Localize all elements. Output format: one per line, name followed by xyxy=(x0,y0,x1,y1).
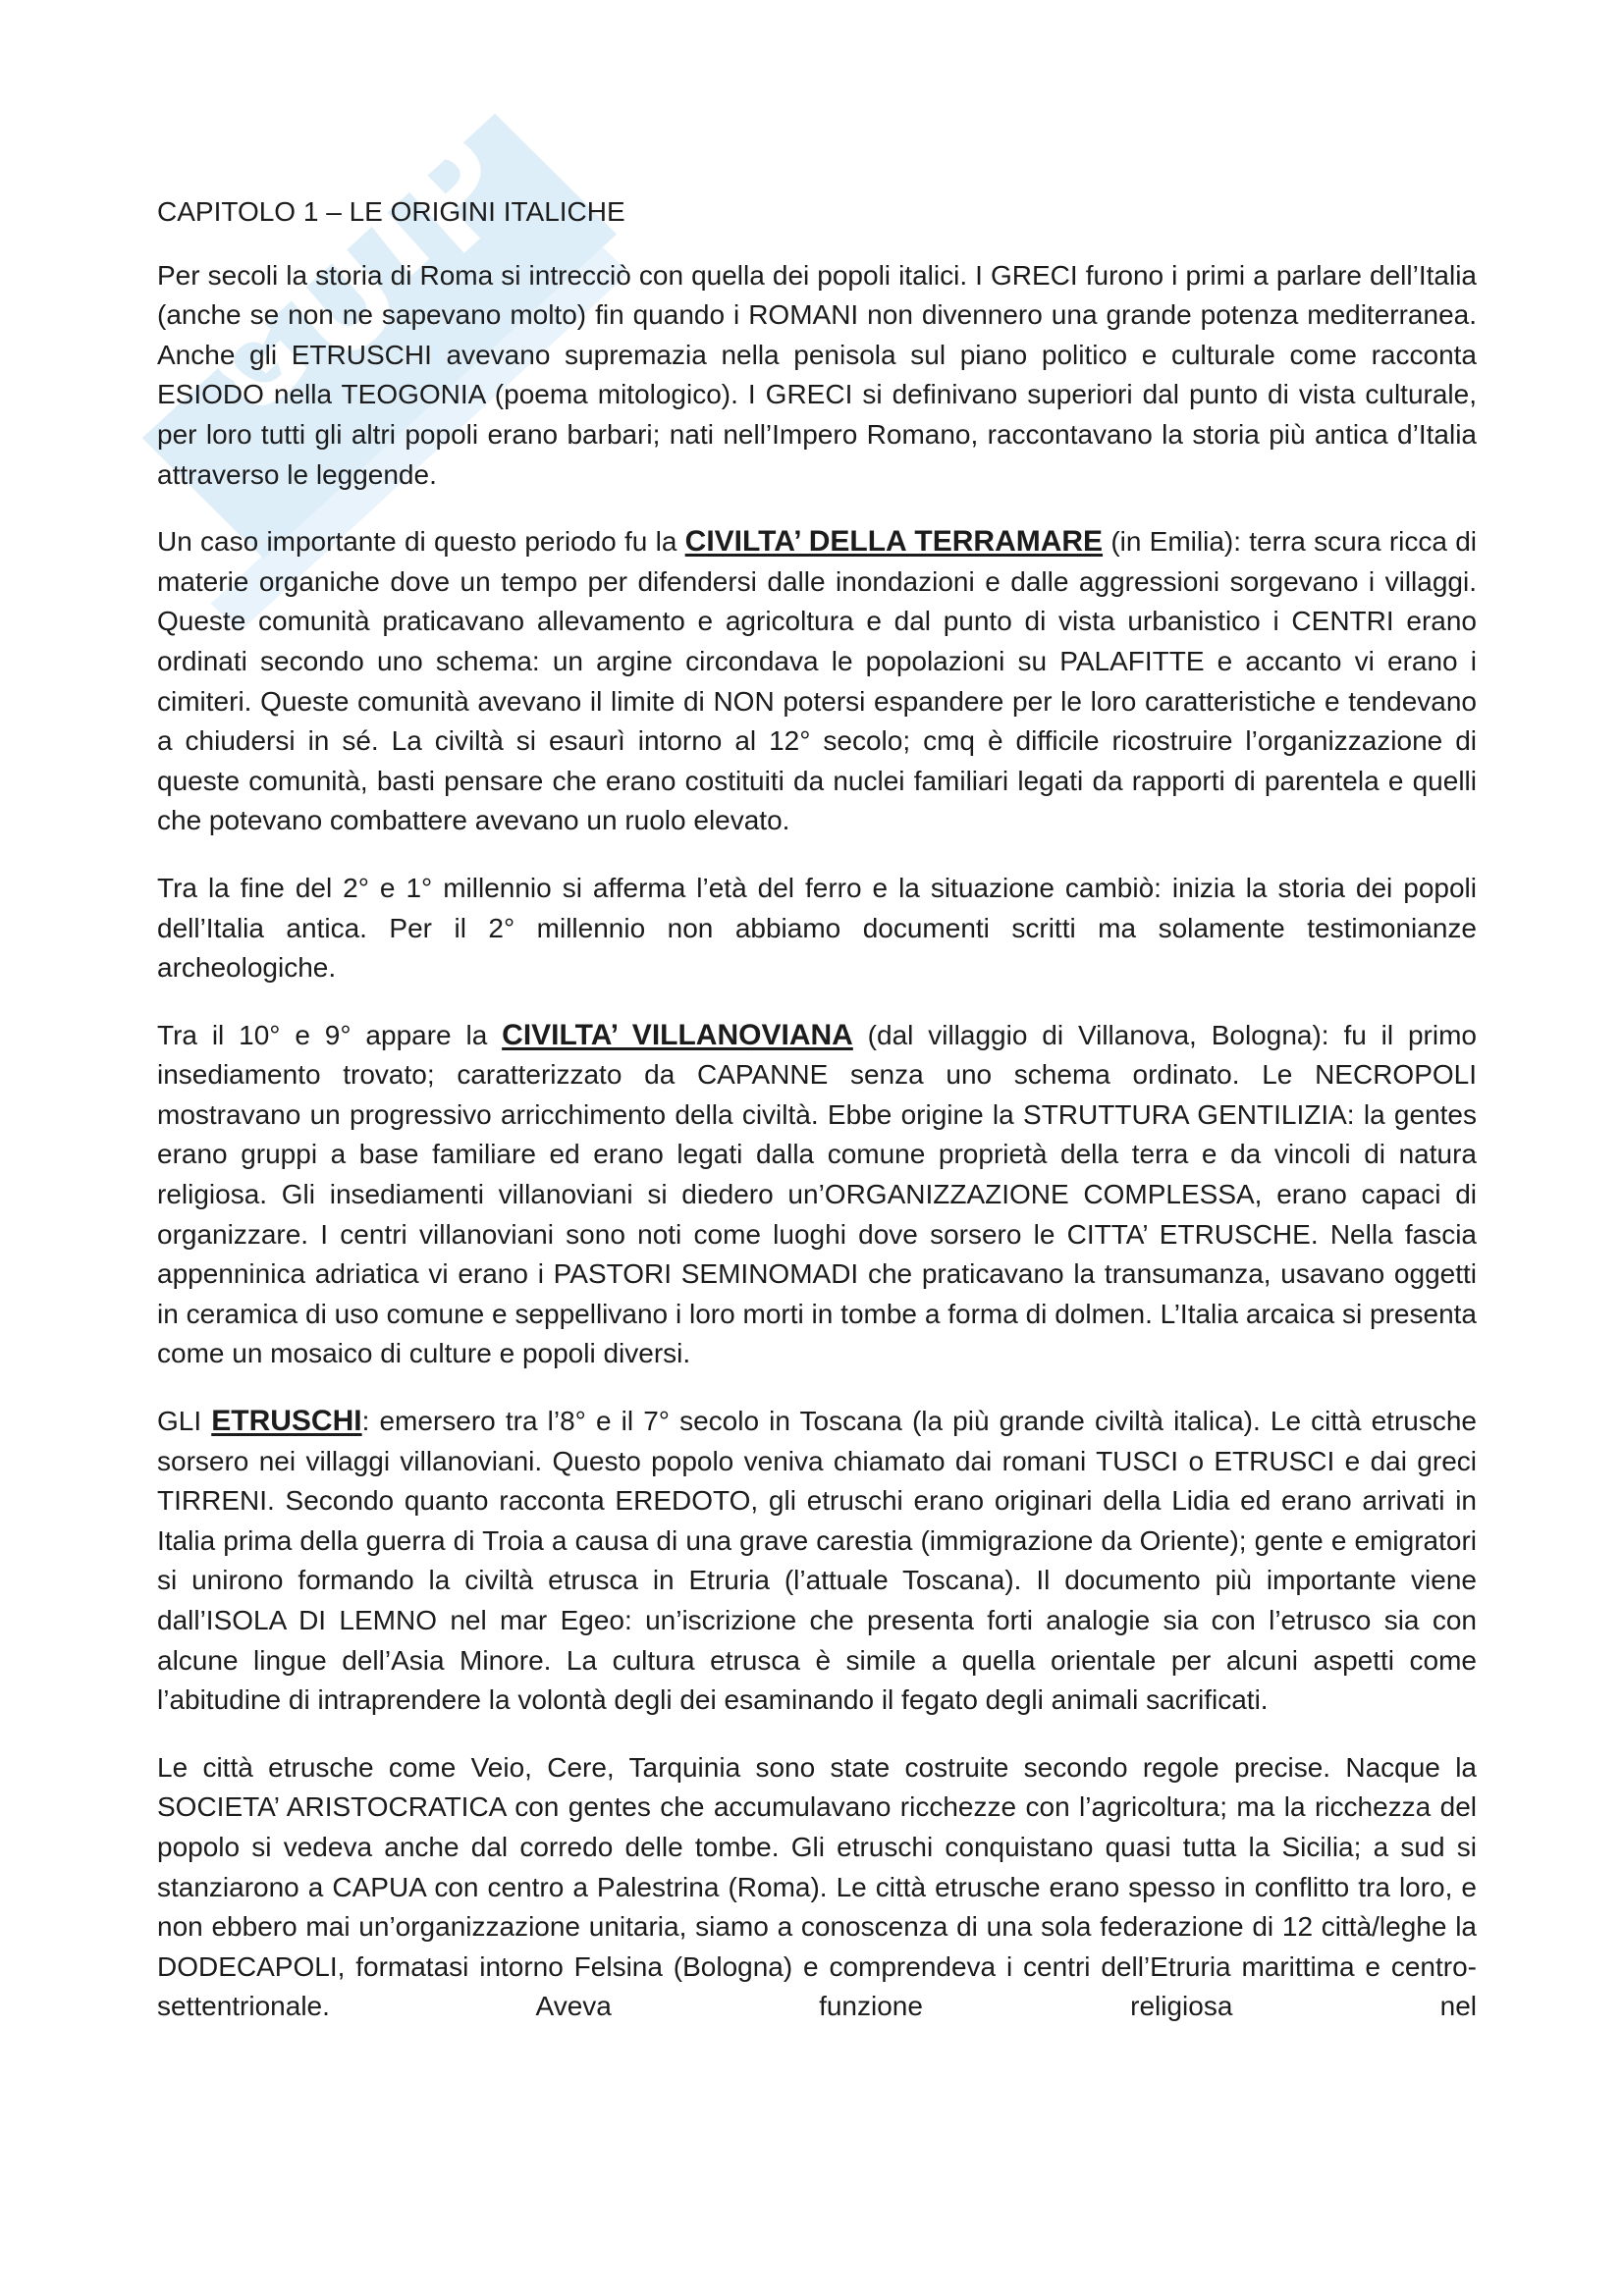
paragraph-villanoviana xyxy=(157,1016,1477,1374)
heading-terramare: CIVILTA’ DELLA TERRAMARE xyxy=(684,525,1104,559)
paragraph-1: Per secoli la storia di Roma si intrecciò con quella dei popoli italici. I GRECI furono i primi a parlare dell’Italia (anche se non ne sapevano molto) fin quando i ROMANI non divennero una grande potenza mediterranea. Anche gli ETRUSCHI avevano supremazia nella penisola sul piano politico e culturale come racconta ESIODO nella TEOGONIA (poema mitologico). I GRECI si definivano superiori dal punto di vista culturale, per loro tutti gli altri popoli erano barbari; nati nell’Impero Romano, raccontavano la storia più antica d’Italia attraverso le leggende. xyxy=(157,259,1477,490)
paragraph-terramare-text: (in Emilia): terra scura ricca di materie organiche dove un tempo per difendersi dalle inondazioni e dalle aggressioni sorgevano i villaggi. Queste comunità praticavano allevamento e agricoltura e dal punto di vista urbanistico i CENTRI erano ordinati secondo uno schema: un argine circondava le popolazioni su PALAFITTE e accanto vi erano i cimiteri. Queste comunità avevano il limite di NON potersi espandere per le loro caratteristiche e tendevano a chiudersi in sé. La civiltà si esaurì intorno al 12° secolo; cmq è difficile ricostruire l’organizzazione di queste comunità, basti pensare che erano costituiti da nuclei familiari legati da rapporti di parentela e quelli che potevano combattere avevano un ruolo elevato. xyxy=(157,526,1477,836)
chapter-title: CAPITOLO 1 – LE ORIGINI ITALICHE xyxy=(157,196,625,227)
paragraph-etruschi xyxy=(157,1402,1477,1721)
paragraph-etruschi-text: : emersero tra l’8° e il 7° secolo in Toscana (la più grande civiltà italica). Le città etrusche sorsero nei villaggi villanoviani. Questo popolo veniva chiamato dai romani TUSCI o ETRUSCI e dai greci TIRRENI. Secondo quanto racconta EREDOTO, gli etruschi erano originari della Lidia ed erano arrivati in Italia prima della guerra di Troia a causa di una grave carestia (immigrazione da Oriente); gente e emigratori si unirono formando la civiltà etrusca in Etruria (l’attuale Toscana). Il documento più importante viene dall’ISOLA DI LEMNO nel mar Egeo: un’iscrizione che presenta forti analogie sia con l’etrusco sia con alcune lingue dell’Asia Minore. La cultura etrusca è simile a quella orientale per alcuni aspetti come l’abitudine di intraprendere la volontà degli dei esaminando il fegato degli animali sacrificati. xyxy=(157,1406,1477,1716)
paragraph-terramare xyxy=(157,522,1477,841)
paragraph-terramare-intro: Un caso importante di questo periodo fu la xyxy=(157,526,685,558)
paragraph-eta-del-ferro: Tra la fine del 2° e 1° millennio si afferma l’età del ferro e la situazione cambiò: inizia la storia dei popoli dell’Italia antica. Per il 2° millennio non abbiamo documenti scritti ma solamente testimonianze archeologiche. xyxy=(157,872,1477,984)
heading-villanoviana: CIVILTA’ VILLANOVIANA xyxy=(502,1018,853,1051)
heading-etruschi: ETRUSCHI xyxy=(211,1405,362,1438)
paragraph-etruschi-intro: GLI xyxy=(157,1406,212,1437)
document-body xyxy=(157,192,1477,2027)
paragraph-villanoviana-text: (dal villaggio di Villanova, Bologna): fu il primo insediamento trovato; caratterizzato da CAPANNE senza uno schema ordinato. Le NECROPOLI mostravano un progressivo arricchimento della civiltà. Ebbe origine la STRUTTURA GENTILIZIA: la gentes erano gruppi a base familiare ed erano legati dalla comune proprietà della terra e da vincoli di natura religiosa. Gli insediamenti villanoviani si diedero un’ORGANIZZAZIONE COMPLESSA, erano capaci di organizzare. I centri villanoviani sono noti come luoghi dove sorsero le CITTA’ ETRUSCHE. Nella fascia appenninica adriatica vi erano i PASTORI SEMINOMADI che praticavano la transumanza, usavano oggetti in ceramica di uso comune e seppellivano i loro morti in tombe a forma di dolmen. L’Italia arcaica si presenta come un mosaico di culture e popoli diversi. xyxy=(157,1019,1477,1369)
paragraph-villanoviana-intro: Tra il 10° e 9° appare la xyxy=(157,1019,503,1050)
paragraph-citta-etrusche: Le città etrusche come Veio, Cere, Tarquinia sono state costruite secondo regole precise. Nacque la SOCIETA’ ARISTOCRATICA con gentes che accumulavano ricchezze con l’agricoltura; ma la ricchezza del popolo si vedeva anche dal corredo delle tombe. Gli etruschi conquistano quasi tutta la Sicilia; a sud si stanziarono a CAPUA con centro a Palestrina (Roma). Le città etrusche erano spesso in conflitto tra loro, e non ebbero mai un’organizzazione unitaria, siamo a conoscenza di una sola federazione di 12 città/leghe la DODECAPOLI, formatasi intorno Felsina (Bologna) e comprendeva i centri dell’Etruria marittima e centro-settentrionale. Aveva funzione religiosa nel xyxy=(157,1751,1477,2022)
